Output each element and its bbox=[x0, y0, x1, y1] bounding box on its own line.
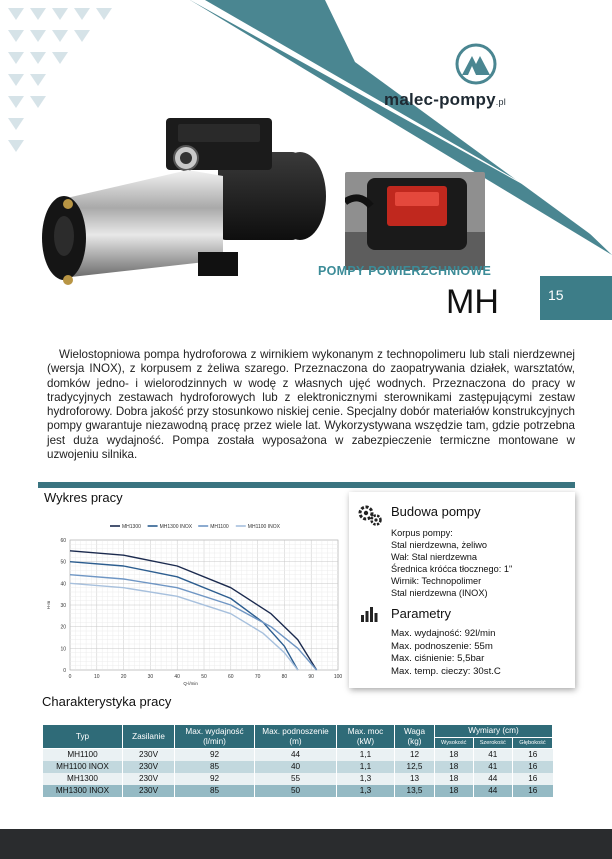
construction-item: Stal nierdzewna (INOX) bbox=[391, 588, 488, 599]
cell-weight: 12,5 bbox=[395, 761, 435, 773]
cell-type: MH1300 INOX bbox=[43, 785, 123, 797]
header-weight: Waga (kg) bbox=[395, 725, 435, 749]
parameters-heading: Parametry bbox=[391, 606, 451, 621]
switch-photo bbox=[345, 172, 485, 270]
cell-head: 55 bbox=[255, 773, 337, 785]
brand-name bbox=[384, 90, 574, 110]
header-max-flow: Max. wydajność (l/min) bbox=[175, 725, 255, 749]
cell-flow: 92 bbox=[175, 749, 255, 761]
performance-chart bbox=[36, 514, 346, 692]
x-tick-label: 50 bbox=[201, 674, 207, 680]
table-row bbox=[43, 773, 553, 785]
legend-entry: MH1300 bbox=[122, 524, 141, 530]
header-type: Typ bbox=[43, 725, 123, 749]
cell-type: MH1100 INOX bbox=[43, 761, 123, 773]
cell-height: 18 bbox=[435, 761, 474, 773]
header-width: Szerokość bbox=[473, 738, 513, 749]
parameter-item: Max. wydajność: 92l/min bbox=[391, 628, 496, 639]
cell-flow: 85 bbox=[175, 785, 255, 797]
cell-power: 1,1 bbox=[337, 761, 395, 773]
cell-weight: 13 bbox=[395, 773, 435, 785]
brand-suffix: .pl bbox=[495, 97, 506, 107]
section-divider bbox=[38, 482, 575, 488]
construction-item: Korpus pompy: bbox=[391, 528, 453, 538]
cell-supply: 230V bbox=[123, 749, 175, 761]
x-tick-label: 30 bbox=[147, 674, 154, 680]
cell-flow: 85 bbox=[175, 761, 255, 773]
legend-entry: MH1100 bbox=[210, 524, 229, 530]
cell-supply: 230V bbox=[123, 773, 175, 785]
table-row bbox=[43, 749, 553, 761]
header-dimensions: Wymiary (cm) bbox=[435, 725, 553, 738]
cell-type: MH1100 bbox=[43, 749, 123, 761]
cell-width: 41 bbox=[473, 749, 513, 761]
specs-box bbox=[349, 492, 575, 688]
parameters-icon bbox=[360, 605, 378, 623]
x-tick-label: 10 bbox=[94, 674, 100, 680]
page-number: 15 bbox=[548, 287, 564, 303]
cell-weight: 12 bbox=[395, 749, 435, 761]
y-tick-label: 0 bbox=[63, 668, 66, 674]
construction-heading: Budowa pompy bbox=[391, 504, 481, 519]
construction-list bbox=[391, 527, 571, 600]
y-tick-label: 40 bbox=[60, 581, 66, 588]
gears-icon bbox=[357, 504, 383, 526]
cell-depth: 16 bbox=[513, 785, 553, 797]
parameters-list bbox=[391, 628, 571, 678]
cell-weight: 13,5 bbox=[395, 785, 435, 797]
y-tick-label: 50 bbox=[60, 559, 66, 566]
cell-height: 18 bbox=[435, 773, 474, 785]
mountain-logo-icon bbox=[454, 42, 498, 86]
header-depth: Głębokość bbox=[513, 738, 553, 749]
x-tick-label: 0 bbox=[68, 674, 72, 680]
legend-entry: MH1100 INOX bbox=[247, 524, 280, 530]
x-tick-label: 40 bbox=[174, 674, 180, 680]
header-max-power: Max. moc (kW) bbox=[337, 725, 395, 749]
construction-item: Wał: Stal nierdzewna bbox=[391, 552, 477, 563]
cell-flow: 92 bbox=[175, 773, 255, 785]
x-tick-label: 100 bbox=[333, 674, 343, 680]
product-description: Wielostopniowa pompa hydroforowa z wirnikiem wykonanym z technopolimeru lub stali nierdzewnej (wersja INOX), z korpusem z żeliwa szarego. Przeznaczona do zaopatrywania działek, warsztatów, domków jedno- i wielorodzinnych w wodę z własnych ujęć wodnych. Przeznaczona do pracy w tradycyjnych zestawach hydroforowych lub z elektronicznymi sterownikami zastępującymi zestaw hydroforowy. Dobra jakość przy stosunkowo niskiej cenie. Specjalny dobór materiałów konstrukcyjnych pompy gwarantuje niezawodną pracę przez wiele lat. Wykorzystywana wszędzie tam, gdzie potrzebna jest duża wydajność. Pompa została wyposażona w zabezpieczenie termiczne montowane w uzwojeniu silnika. bbox=[47, 348, 575, 462]
header-power-supply: Zasilanie bbox=[123, 725, 175, 749]
y-tick-label: 10 bbox=[60, 646, 66, 653]
x-tick-label: 70 bbox=[254, 674, 261, 680]
construction-item: Średnica króćca tłocznego: 1" bbox=[391, 564, 513, 575]
construction-item: Wirnik: Technopolimer bbox=[391, 576, 482, 587]
pump-photo bbox=[38, 118, 330, 298]
cell-type: MH1300 bbox=[43, 773, 123, 785]
cell-width: 44 bbox=[473, 785, 513, 797]
cell-width: 41 bbox=[473, 761, 513, 773]
cell-head: 44 bbox=[255, 749, 337, 761]
cell-height: 18 bbox=[435, 749, 474, 761]
y-tick-label: 20 bbox=[60, 624, 66, 631]
cell-depth: 16 bbox=[513, 761, 553, 773]
construction-item: Stal nierdzewna, żeliwo bbox=[391, 540, 488, 551]
table-row bbox=[43, 761, 553, 773]
cell-depth: 16 bbox=[513, 773, 553, 785]
parameter-item: Max. ciśnienie: 5,5bar bbox=[391, 653, 485, 665]
parameter-item: Max. podnoszenie: 55m bbox=[391, 640, 493, 652]
cell-depth: 16 bbox=[513, 749, 553, 761]
x-tick-label: 20 bbox=[120, 674, 127, 680]
table-row bbox=[43, 785, 553, 797]
table-header-row bbox=[43, 725, 553, 738]
cell-power: 1,1 bbox=[337, 749, 395, 761]
brand-name-text: malec-pompy bbox=[384, 90, 496, 109]
cell-supply: 230V bbox=[123, 761, 175, 773]
y-axis-label: H-m bbox=[46, 600, 51, 610]
y-tick-label: 60 bbox=[60, 538, 66, 544]
legend-entry: MH1300 INOX bbox=[159, 524, 193, 530]
header-max-head: Max. podnoszenie (m) bbox=[255, 725, 337, 749]
cell-power: 1,3 bbox=[337, 785, 395, 797]
specs-table bbox=[42, 724, 553, 797]
cell-width: 44 bbox=[473, 773, 513, 785]
x-axis-label: Q-l/min bbox=[183, 681, 198, 686]
parameter-item: Max. temp. cieczy: 30st.C bbox=[391, 665, 501, 677]
x-tick-label: 80 bbox=[281, 674, 288, 680]
cell-power: 1,3 bbox=[337, 773, 395, 785]
product-model: MH bbox=[446, 283, 499, 321]
brand-logo bbox=[384, 40, 574, 110]
cell-height: 18 bbox=[435, 785, 474, 797]
table-title: Charakterystyka pracy bbox=[42, 694, 172, 709]
chart-title: Wykres pracy bbox=[44, 490, 123, 505]
product-category: POMPY POWIERZCHNIOWE bbox=[318, 264, 492, 278]
cell-supply: 230V bbox=[123, 785, 175, 797]
x-tick-label: 90 bbox=[308, 674, 314, 680]
x-tick-label: 60 bbox=[228, 674, 234, 680]
cell-head: 50 bbox=[255, 785, 337, 797]
header-height: Wysokość bbox=[435, 738, 474, 749]
cell-head: 40 bbox=[255, 761, 337, 773]
y-tick-label: 30 bbox=[60, 603, 66, 609]
footer-bar bbox=[0, 829, 612, 859]
